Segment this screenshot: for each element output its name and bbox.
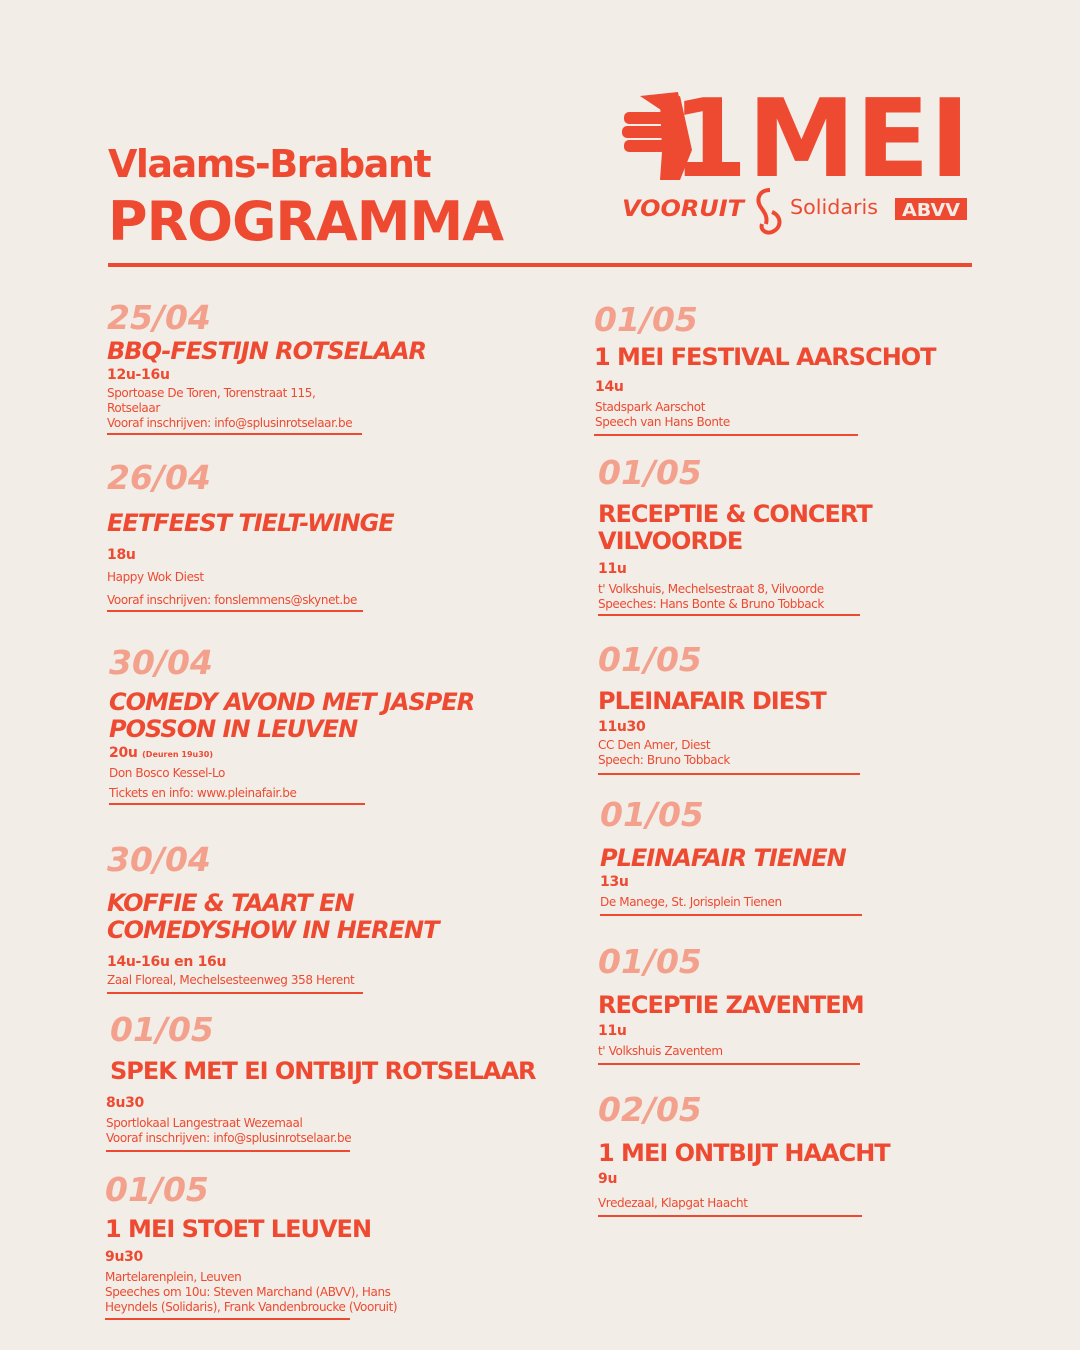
event-card xyxy=(106,1010,536,1152)
event-time-note: (Deuren 19u30) xyxy=(142,750,214,759)
event-time: 11u xyxy=(598,1023,627,1039)
event-date: 01/05 xyxy=(105,1170,209,1209)
event-location: Sportoase De Toren, Torenstraat 115, xyxy=(107,386,316,400)
event-card xyxy=(598,944,864,1065)
event-location: Rotselaar xyxy=(107,401,160,415)
event-registration: Vooraf inschrijven: info@splusinrotselaar.be xyxy=(107,416,353,430)
event-time: 12u-16u xyxy=(107,367,170,383)
partner-logos xyxy=(620,182,970,238)
event-date: 30/04 xyxy=(107,840,211,879)
event-registration: Vooraf inschrijven: info@splusinrotselaar.be xyxy=(106,1131,352,1145)
event-date: 02/05 xyxy=(598,1090,702,1129)
event-card xyxy=(598,642,860,775)
event-title: 1 MEI FESTIVAL AARSCHOT xyxy=(594,343,936,371)
event-time: 14u xyxy=(595,379,624,395)
event-location: Sportlokaal Langestraat Wezemaal xyxy=(106,1116,303,1130)
event-speakers: Speech van Hans Bonte xyxy=(595,415,730,429)
event-speakers: Speeches om 10u: Steven Marchand (ABVV), Hans xyxy=(105,1285,391,1299)
event-date: 26/04 xyxy=(107,458,211,497)
event-divider xyxy=(598,614,860,616)
event-divider xyxy=(598,1063,860,1065)
event-card xyxy=(600,797,862,916)
event-card xyxy=(105,1172,397,1320)
event-title: RECEPTIE & CONCERT VILVOORDE xyxy=(598,500,872,555)
event-card xyxy=(107,460,394,612)
1mei-logo xyxy=(620,90,970,182)
logo-text: 1MEI xyxy=(672,90,970,182)
event-title: 1 MEI STOET LEUVEN xyxy=(105,1215,372,1243)
event-divider xyxy=(107,992,363,994)
event-location: Zaal Floreal, Mechelsesteenweg 358 Herent xyxy=(107,973,355,987)
event-speakers: Speeches: Hans Bonte & Bruno Tobback xyxy=(598,597,824,611)
event-speakers: Speech: Bruno Tobback xyxy=(598,753,730,767)
region-heading: Vlaams-Brabant xyxy=(108,142,431,186)
event-time: 14u-16u en 16u xyxy=(107,954,227,970)
event-card xyxy=(109,645,529,805)
event-divider xyxy=(107,610,363,612)
event-title: PLEINAFAIR TIENEN xyxy=(600,844,846,872)
vooruit-logo: VOORUIT xyxy=(622,197,747,222)
event-time: 11u xyxy=(598,561,627,577)
event-location: Don Bosco Kessel-Lo xyxy=(109,766,226,780)
event-time-value: 20u xyxy=(109,745,138,761)
event-time: 8u30 xyxy=(106,1095,144,1111)
event-registration: Vooraf inschrijven: fonslemmens@skynet.be xyxy=(107,593,357,607)
event-location: t' Volkshuis Zaventem xyxy=(598,1044,723,1058)
event-title: RECEPTIE ZAVENTEM xyxy=(598,991,864,1019)
event-date: 01/05 xyxy=(110,1010,214,1049)
event-date: 01/05 xyxy=(598,640,702,679)
event-title: EETFEEST TIELT-WINGE xyxy=(107,509,394,537)
event-date: 01/05 xyxy=(594,300,698,339)
event-title: 1 MEI ONTBIJT HAACHT xyxy=(598,1139,890,1167)
event-location: Happy Wok Diest xyxy=(107,570,204,584)
event-divider xyxy=(109,803,365,805)
event-date: 01/05 xyxy=(600,795,704,834)
event-date: 25/04 xyxy=(107,298,211,337)
event-card xyxy=(598,1092,890,1217)
event-title: PLEINAFAIR DIEST xyxy=(598,687,826,715)
event-card xyxy=(598,455,898,616)
event-time: 9u30 xyxy=(105,1249,143,1265)
event-location: CC Den Amer, Diest xyxy=(598,738,711,752)
event-title: BBQ-FESTIJN ROTSELAAR xyxy=(107,337,426,365)
page-title: PROGRAMMA xyxy=(108,190,504,253)
event-speakers: Heyndels (Solidaris), Frank Vandenbroucke (Vooruit) xyxy=(105,1300,398,1314)
event-divider xyxy=(594,434,858,436)
event-divider xyxy=(107,433,362,435)
event-time: 13u xyxy=(600,874,629,890)
event-time: 18u xyxy=(107,547,136,563)
abvv-logo: ABVV xyxy=(902,200,961,221)
event-date: 30/04 xyxy=(109,643,213,682)
event-divider xyxy=(600,914,862,916)
event-title: COMEDY AVOND MET JASPER POSSON IN LEUVEN xyxy=(109,688,475,743)
event-location: Stadspark Aarschot xyxy=(595,400,706,414)
event-card xyxy=(594,302,936,436)
event-time xyxy=(109,745,529,763)
event-date: 01/05 xyxy=(598,942,702,981)
event-divider xyxy=(106,1150,350,1152)
event-divider xyxy=(598,1215,862,1217)
event-card xyxy=(107,300,426,435)
header-divider xyxy=(108,263,972,267)
event-card xyxy=(107,842,527,994)
event-divider xyxy=(105,1318,350,1320)
event-title: SPEK MET EI ONTBIJT ROTSELAAR xyxy=(110,1057,536,1085)
event-time: 11u30 xyxy=(598,719,646,735)
solidaris-logo: Solidaris xyxy=(790,195,878,219)
event-divider xyxy=(598,773,860,775)
event-date: 01/05 xyxy=(598,453,702,492)
solidaris-icon xyxy=(758,190,779,233)
event-location: De Manege, St. Jorisplein Tienen xyxy=(600,895,782,909)
event-tickets: Tickets en info: www.pleinafair.be xyxy=(109,786,297,800)
event-location: t' Volkshuis, Mechelsestraat 8, Vilvoorde xyxy=(598,582,824,596)
event-location: Martelarenplein, Leuven xyxy=(105,1270,242,1284)
event-location: Vredezaal, Klapgat Haacht xyxy=(598,1196,748,1210)
event-title: KOFFIE & TAART EN COMEDYSHOW IN HERENT xyxy=(107,889,439,944)
event-time: 9u xyxy=(598,1171,618,1187)
